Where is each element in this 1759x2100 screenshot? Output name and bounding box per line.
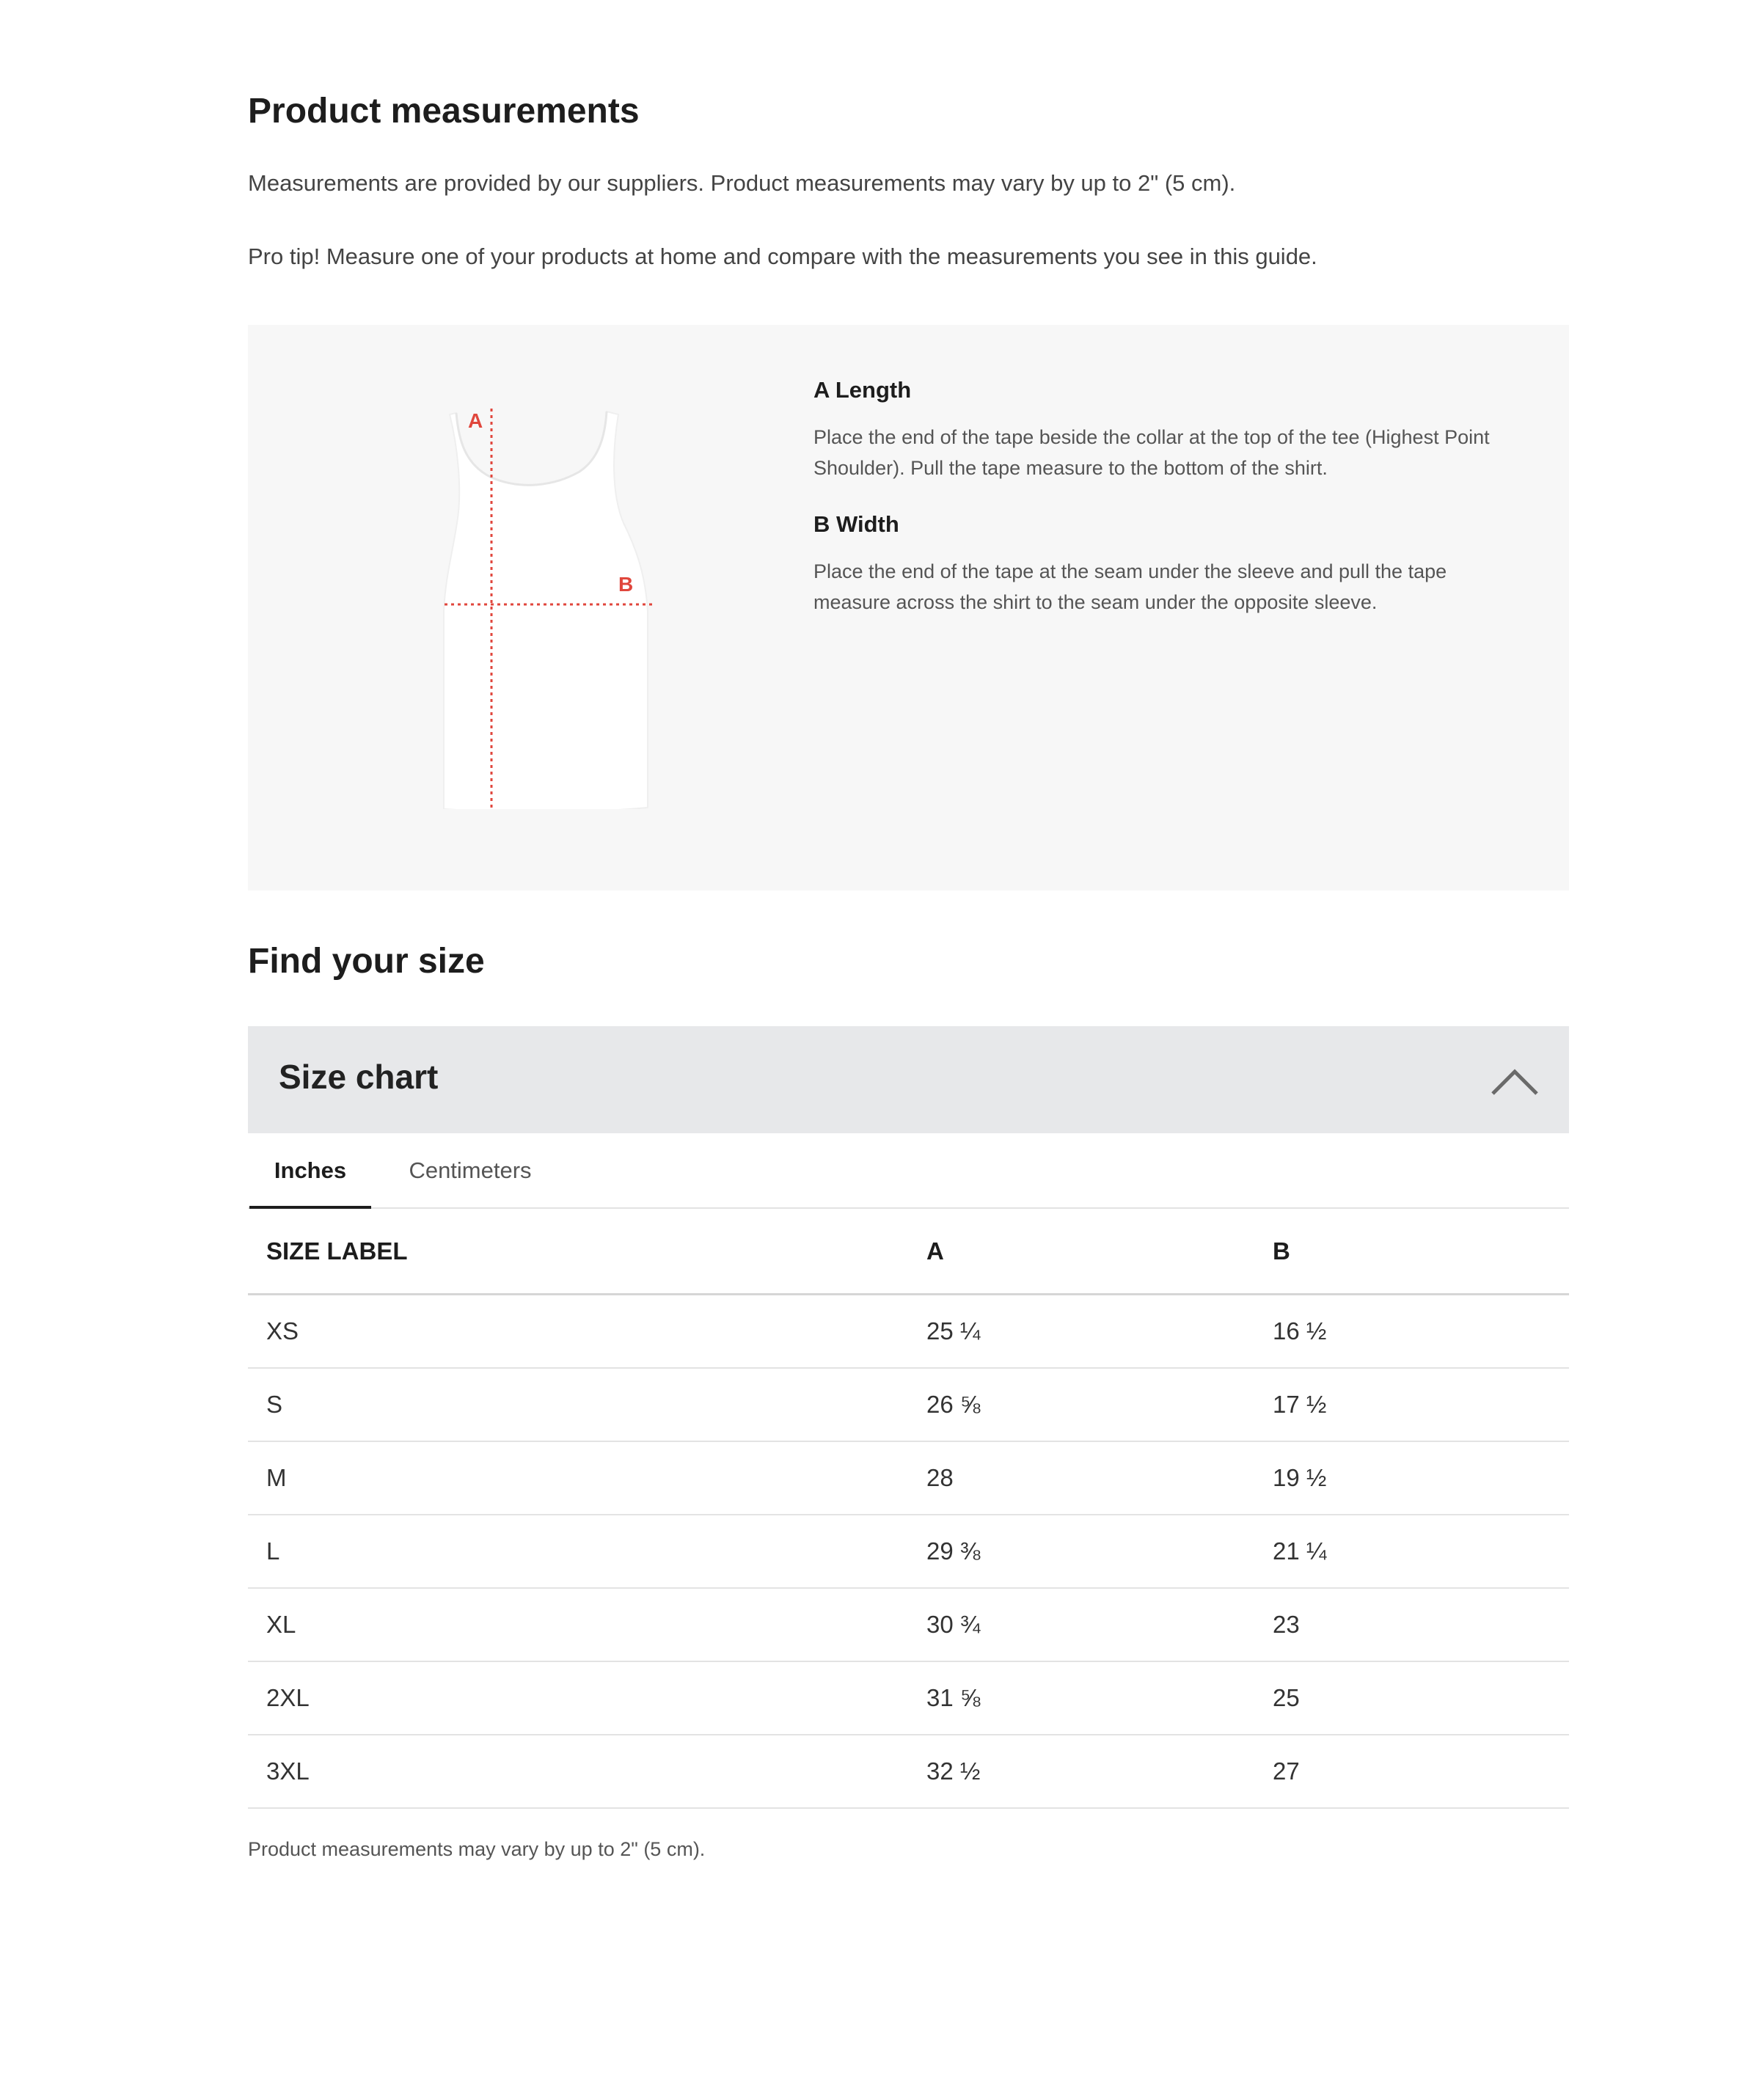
size-chart-table bbox=[248, 1209, 1569, 1809]
tab-centimeters[interactable]: Centimeters bbox=[409, 1157, 532, 1183]
width-text: Place the end of the tape at the seam under the sleeve and pull the tape measure across the shirt to the seam under the opposite sleeve. bbox=[813, 560, 1447, 613]
length-cell: 30 ¾ bbox=[908, 1588, 1254, 1661]
table-row bbox=[248, 1515, 1569, 1588]
table-row bbox=[248, 1661, 1569, 1735]
size-label-cell: XS bbox=[248, 1295, 908, 1369]
marker-b-label: B bbox=[618, 573, 634, 596]
length-cell: 26 ⅝ bbox=[908, 1368, 1254, 1441]
table-row bbox=[248, 1295, 1569, 1369]
width-cell: 21 ¼ bbox=[1254, 1515, 1569, 1588]
width-cell: 25 bbox=[1254, 1661, 1569, 1735]
length-cell: 28 bbox=[908, 1441, 1254, 1515]
marker-a-label: A bbox=[468, 409, 483, 432]
table-row bbox=[248, 1735, 1569, 1808]
measurements-intro: Measurements are provided by our suppliers. Product measurements may vary by up to 2" (5 cm). bbox=[248, 170, 1236, 196]
pro-tip-text: Pro tip! Measure one of your products at home and compare with the measurements you see in this guide. bbox=[248, 244, 1317, 269]
size-chart-footnote: Product measurements may vary by up to 2" (5 cm). bbox=[248, 1838, 706, 1860]
tank-top-diagram bbox=[370, 369, 701, 809]
length-text: Place the end of the tape beside the collar at the top of the tee (Highest Point Shoulder). Pull the tape measure to the bottom of the shirt. bbox=[813, 426, 1490, 480]
table-header-row bbox=[248, 1209, 1569, 1295]
tank-top-shape bbox=[444, 411, 648, 809]
size-label-cell: 2XL bbox=[248, 1661, 908, 1735]
table-row bbox=[248, 1588, 1569, 1661]
size-chart-accordion-header[interactable] bbox=[248, 1026, 1569, 1133]
length-cell: 29 ⅜ bbox=[908, 1515, 1254, 1588]
width-title: B Width bbox=[813, 511, 899, 537]
tab-inches[interactable]: Inches bbox=[249, 1133, 371, 1209]
size-label-cell: 3XL bbox=[248, 1735, 908, 1808]
size-chart-title: Size chart bbox=[279, 1058, 439, 1096]
measurement-descriptions bbox=[813, 376, 1518, 645]
table-row bbox=[248, 1368, 1569, 1441]
chevron-up-icon[interactable] bbox=[1490, 1061, 1540, 1098]
measurements-title: Product measurements bbox=[248, 92, 640, 131]
size-label-cell: L bbox=[248, 1515, 908, 1588]
length-cell: 31 ⅝ bbox=[908, 1661, 1254, 1735]
width-description bbox=[813, 511, 1518, 618]
length-cell: 25 ¼ bbox=[908, 1295, 1254, 1369]
column-header-a: A bbox=[908, 1209, 1254, 1295]
width-cell: 23 bbox=[1254, 1588, 1569, 1661]
width-cell: 27 bbox=[1254, 1735, 1569, 1808]
width-cell: 19 ½ bbox=[1254, 1441, 1569, 1515]
size-label-cell: S bbox=[248, 1368, 908, 1441]
size-label-cell: XL bbox=[248, 1588, 908, 1661]
width-cell: 16 ½ bbox=[1254, 1295, 1569, 1369]
table-row bbox=[248, 1441, 1569, 1515]
width-cell: 17 ½ bbox=[1254, 1368, 1569, 1441]
size-label-cell: M bbox=[248, 1441, 908, 1515]
length-cell: 32 ½ bbox=[908, 1735, 1254, 1808]
column-header-b: B bbox=[1254, 1209, 1569, 1295]
length-description bbox=[813, 376, 1518, 484]
column-header-size-label: SIZE LABEL bbox=[248, 1209, 908, 1295]
unit-tabs bbox=[248, 1133, 1569, 1209]
length-title: A Length bbox=[813, 377, 912, 403]
find-size-title: Find your size bbox=[248, 942, 485, 981]
measurement-guide-panel bbox=[248, 325, 1569, 890]
